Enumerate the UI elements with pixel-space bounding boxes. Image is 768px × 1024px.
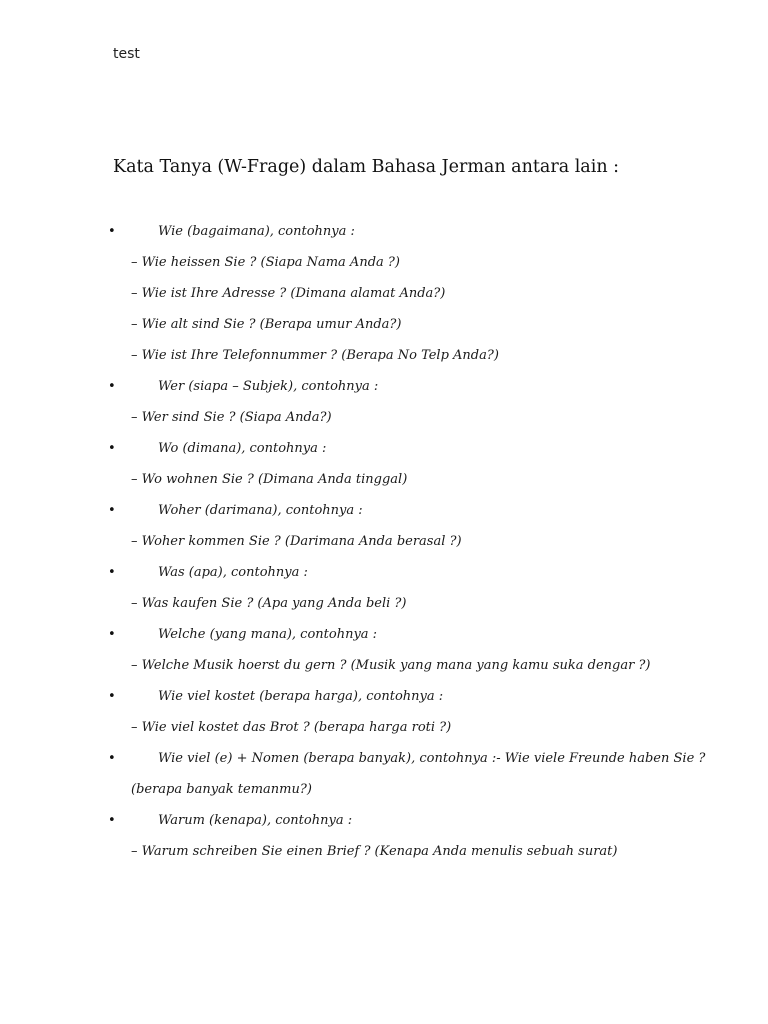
example-sentence: – Wie ist Ihre Adresse ? (Dimana alamat Anda?) [131,286,446,301]
question-word-heading: Wer (siapa – Subjek), contohnya : [158,379,379,394]
bullet-point: • [108,751,116,766]
question-word-heading: Wie viel kostet (berapa harga), contohnya : [158,689,444,704]
example-sentence: – Woher kommen Sie ? (Darimana Anda berasal ?) [131,534,462,549]
question-word-heading: Wo (dimana), contohnya : [158,441,327,456]
example-sentence: (berapa banyak temanmu?) [131,782,312,797]
example-sentence: – Wie ist Ihre Telefonnummer ? (Berapa No Telp Anda?) [131,348,499,363]
example-sentence: – Wie alt sind Sie ? (Berapa umur Anda?) [131,317,402,332]
document-title: Kata Tanya (W-Frage) dalam Bahasa Jerman antara lain : [113,157,620,177]
bullet-point: • [108,224,116,239]
example-sentence: – Was kaufen Sie ? (Apa yang Anda beli ?) [131,596,407,611]
example-sentence: – Wie viel kostet das Brot ? (berapa harga roti ?) [131,720,452,735]
bullet-point: • [108,689,116,704]
bullet-point: • [108,813,116,828]
header-text: test [113,46,140,62]
example-sentence: – Welche Musik hoerst du gern ? (Musik yang mana yang kamu suka dengar ?) [131,658,651,673]
example-sentence: – Wo wohnen Sie ? (Dimana Anda tinggal) [131,472,408,487]
question-word-heading: Warum (kenapa), contohnya : [158,813,353,828]
example-sentence: – Wie heissen Sie ? (Siapa Nama Anda ?) [131,255,400,270]
bullet-point: • [108,503,116,518]
question-word-heading: Welche (yang mana), contohnya : [158,627,378,642]
bullet-point: • [108,627,116,642]
example-sentence: – Wer sind Sie ? (Siapa Anda?) [131,410,332,425]
bullet-point: • [108,379,116,394]
question-word-heading: Woher (darimana), contohnya : [158,503,363,518]
question-word-heading: Wie (bagaimana), contohnya : [158,224,355,239]
question-word-heading: Wie viel (e) + Nomen (berapa banyak), contohnya :- Wie viele Freunde haben Sie ? [158,751,706,766]
bullet-point: • [108,565,116,580]
bullet-point: • [108,441,116,456]
question-word-heading: Was (apa), contohnya : [158,565,308,580]
example-sentence: – Warum schreiben Sie einen Brief ? (Kenapa Anda menulis sebuah surat) [131,844,618,859]
